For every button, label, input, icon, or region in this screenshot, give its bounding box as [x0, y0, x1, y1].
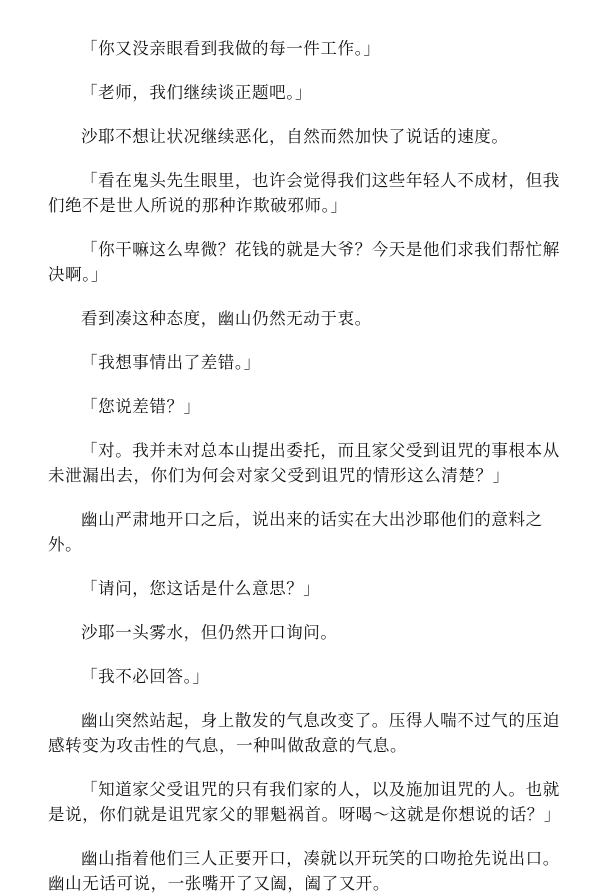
paragraph: 看到凑这种态度，幽山仍然无动于衷。 — [81, 309, 372, 328]
paragraph: 「你又没亲眼看到我做的每一件工作。」 — [81, 39, 381, 58]
paragraph: 沙耶不想让状况继续恶化，自然而然加快了说话的速度。 — [81, 127, 509, 146]
paragraph: 「老师，我们继续谈正题吧。」 — [81, 83, 313, 102]
paragraph: 「您说差错？」 — [81, 397, 201, 416]
paragraph: 「我想事情出了差错。」 — [81, 353, 261, 372]
paragraph: 「知道家父受诅咒的只有我们家的人，以及施加诅咒的人。也就是说，你们就是诅咒家父的罪魁祸首。呀喝～这就是你想说的话？」 — [48, 780, 561, 824]
paragraph: 「请问，您这话是什么意思？」 — [81, 579, 321, 598]
paragraph: 沙耶一头雾水，但仍然开口询问。 — [81, 623, 338, 642]
paragraph: 「对。我并未对总本山提出委托，而且家父受到诅咒的事根本从未泄漏出去，你们为何会对家父受到诅咒的情形这么清楚？」 — [48, 441, 560, 485]
paragraph: 「你干嘛这么卑微？花钱的就是大爷？今天是他们求我们帮忙解决啊。」 — [48, 240, 560, 284]
paragraph: 「看在鬼头先生眼里，也许会觉得我们这些年轻人不成材，但我们绝不是世人所说的那种诈欺破邪师。」 — [48, 171, 560, 215]
paragraph: 幽山突然站起，身上散发的气息改变了。压得人喘不过气的压迫感转变为攻击性的气息，一种叫做敌意的气息。 — [48, 711, 560, 755]
paragraph: 幽山指着他们三人正要开口，凑就以开玩笑的口吻抢先说出口。幽山无话可说，一张嘴开了又阖，阖了又开。 — [48, 849, 560, 893]
paragraph: 幽山严肃地开口之后，说出来的话实在大出沙耶他们的意料之外。 — [48, 510, 543, 554]
paragraph: 「我不必回答。」 — [81, 667, 210, 686]
